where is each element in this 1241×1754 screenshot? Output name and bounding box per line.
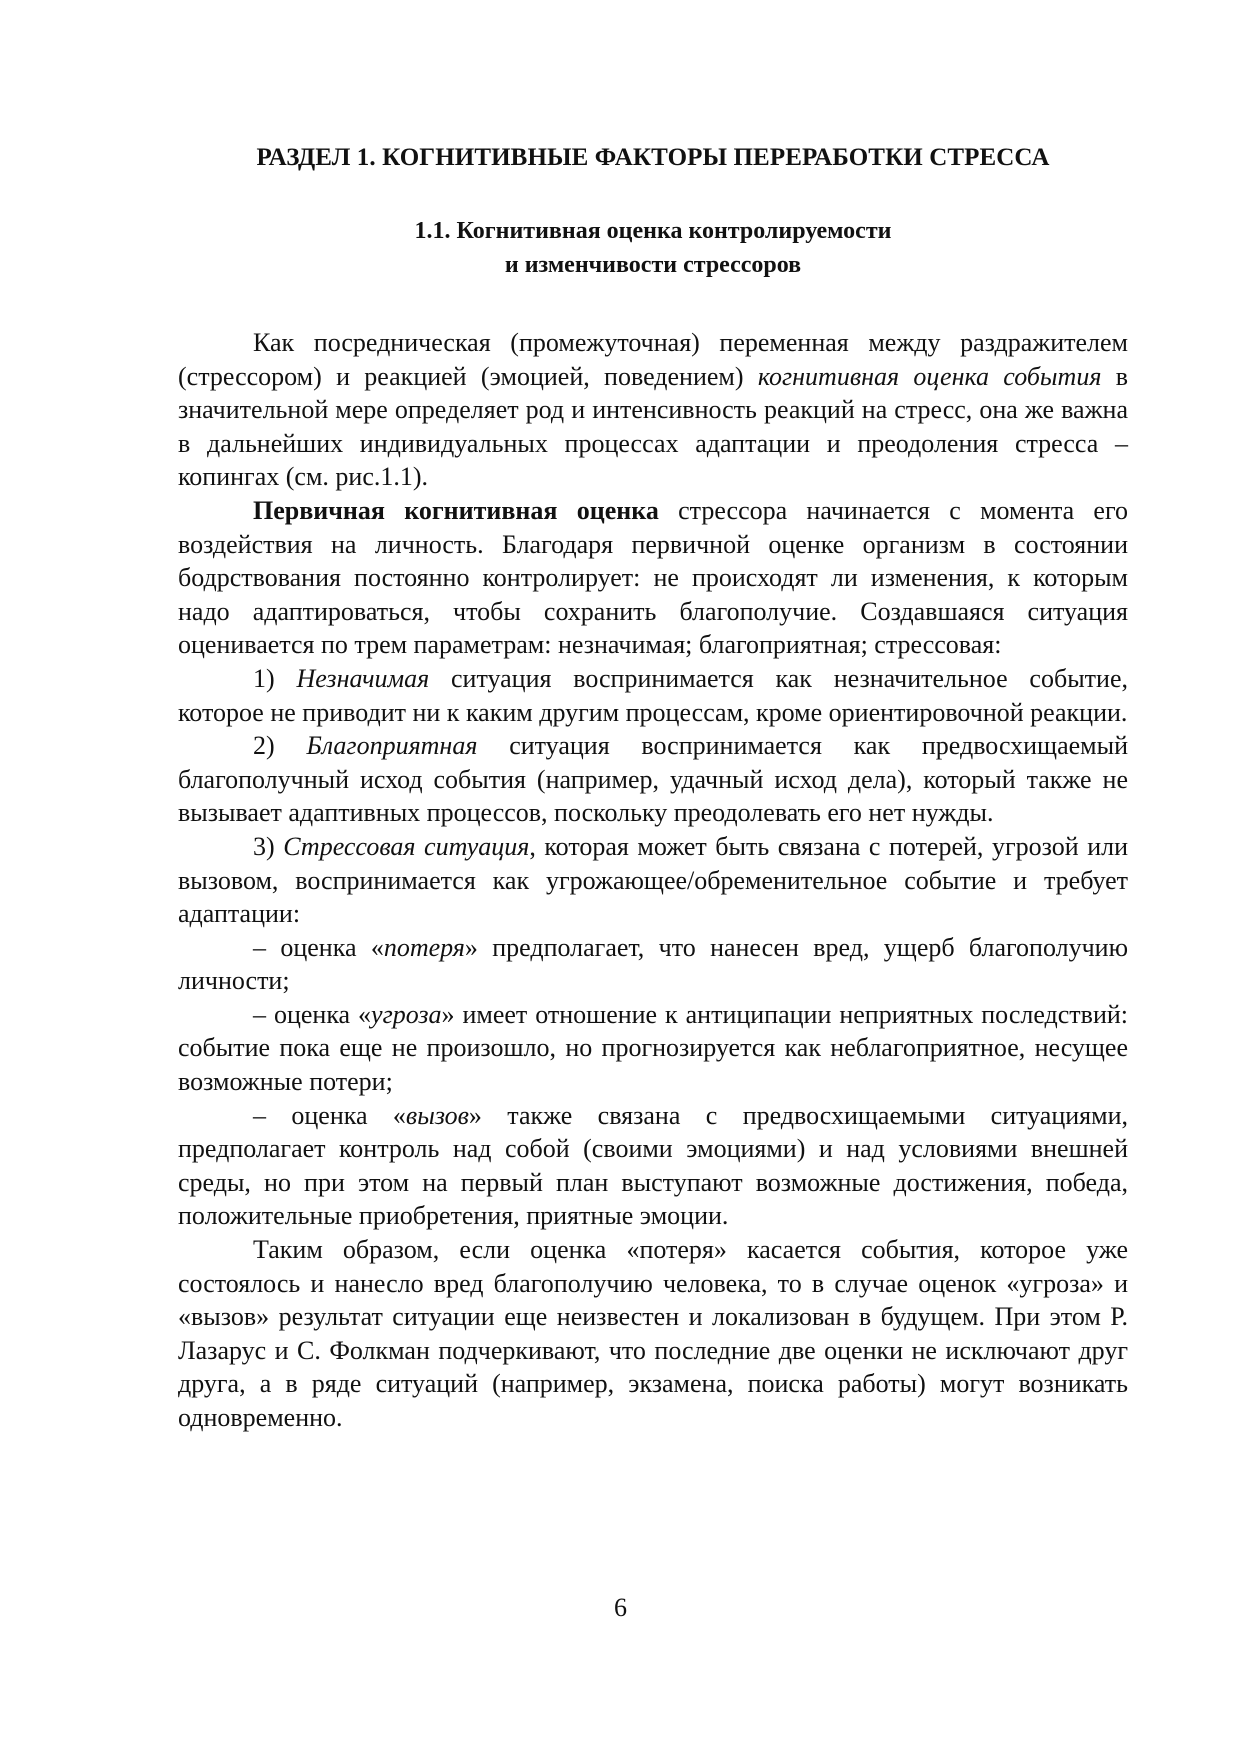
emphasis-term: Незначимая — [296, 663, 430, 693]
text-run: 3) — [253, 831, 284, 861]
page-number: 6 — [614, 1593, 627, 1622]
section-title: РАЗДЕЛ 1. КОГНИТИВНЫЕ ФАКТОРЫ ПЕРЕРАБОТКИ СТРЕССА — [256, 144, 1050, 171]
paragraph-item-3 — [178, 830, 1128, 931]
emphasis-term: вызов — [405, 1100, 469, 1130]
text-run: – оценка « — [253, 932, 384, 962]
emphasis-term: угроза — [371, 999, 442, 1029]
emphasis-term: когнитивная оценка события — [757, 361, 1102, 391]
text-run: ситуация воспринимается как предвосхищаемый благополучный исход события (например, удачный исход дела), который также не вызывает адаптивных процессов, поскольку преодолевать его нет нужды. — [178, 731, 1128, 828]
page-content — [178, 140, 1128, 1435]
text-run: Таким образом, если оценка «потеря» касается события, которое уже состоялось и нанесло вред благополучию человека, то в случае оценок «угроза» и «вызов» результат ситуации еще неизвестен и локализован в будущем. При этом Р. Лазарус и С. Фолкман подчеркивают, что последние две оценки не исключают друг друга, а в ряде ситуаций (например, экзамена, поиска работы) могут возникать одновременно. — [178, 1235, 1128, 1432]
paragraph-primary-appraisal — [178, 494, 1128, 662]
text-run: стрессора начинается с момента его воздействия на личность. Благодаря первичной оценке организм в состоянии бодрствования постоянно контролирует: не происходят ли изменения, к которым надо адаптироваться, чтобы сохранить благополучие. Создавшаяся ситуация оценивается по трем параметрам: незначимая; благоприятная; стрессовая: — [178, 495, 1128, 660]
text-run: » имеет отношение к антиципации неприятных последствий: событие пока еще не произошло, но прогнозируется как неблагоприятное, несущее возможные потери; — [178, 999, 1128, 1097]
paragraph-threat — [178, 998, 1128, 1099]
text-run: – оценка « — [253, 999, 372, 1029]
subsection-title-line-1: 1.1. Когнитивная оценка контролируемости — [414, 218, 892, 244]
emphasis-term: потеря — [383, 932, 465, 962]
paragraph-item-1 — [178, 662, 1128, 729]
subsection-title — [178, 214, 1128, 282]
text-run: в значительной мере определяет род и интенсивность реакций на стресс, она же важна в дальнейших индивидуальных процессах адаптации и преодоления стресса – копингах (см. рис.1.1). — [178, 361, 1128, 492]
text-run: » также связана с предвосхищаемыми ситуациями, предполагает контроль над собой (своими эмоциями) и над условиями внешней среды, но при этом на первый план выступают возможные достижения, победа, положительные приобретения, приятные эмоции. — [178, 1100, 1128, 1231]
text-run: Как посредническая (промежуточная) переменная между раздражителем (стрессором) и реакцией (эмоцией, поведением) — [178, 328, 1128, 391]
paragraph-conclusion — [178, 1233, 1128, 1435]
emphasis-term: Стрессовая ситуация — [283, 831, 530, 861]
paragraph-loss — [178, 931, 1128, 998]
paragraph-intro — [178, 326, 1128, 494]
body-text — [178, 326, 1128, 1435]
text-run: » предполагает, что нанесен вред, ущерб благополучию личности; — [178, 932, 1128, 996]
subsection-title-line-2: и изменчивости стрессоров — [504, 252, 802, 278]
text-run: ситуация воспринимается как незначительное событие, которое не приводит ни к каким другим процессам, кроме ориентировочной реакции. — [178, 663, 1128, 727]
emphasis-term: Благоприятная — [306, 731, 478, 761]
text-run: 2) — [253, 731, 307, 761]
paragraph-item-2 — [178, 729, 1128, 830]
bold-term: Первичная когнитивная оценка — [253, 495, 659, 525]
paragraph-challenge — [178, 1099, 1128, 1233]
text-run: – оценка « — [253, 1100, 406, 1130]
text-run: , которая может быть связана с потерей, угрозой или вызовом, воспринимается как угрожающее/обременительное событие и требует адаптации: — [178, 831, 1128, 929]
text-run: 1) — [253, 663, 297, 693]
